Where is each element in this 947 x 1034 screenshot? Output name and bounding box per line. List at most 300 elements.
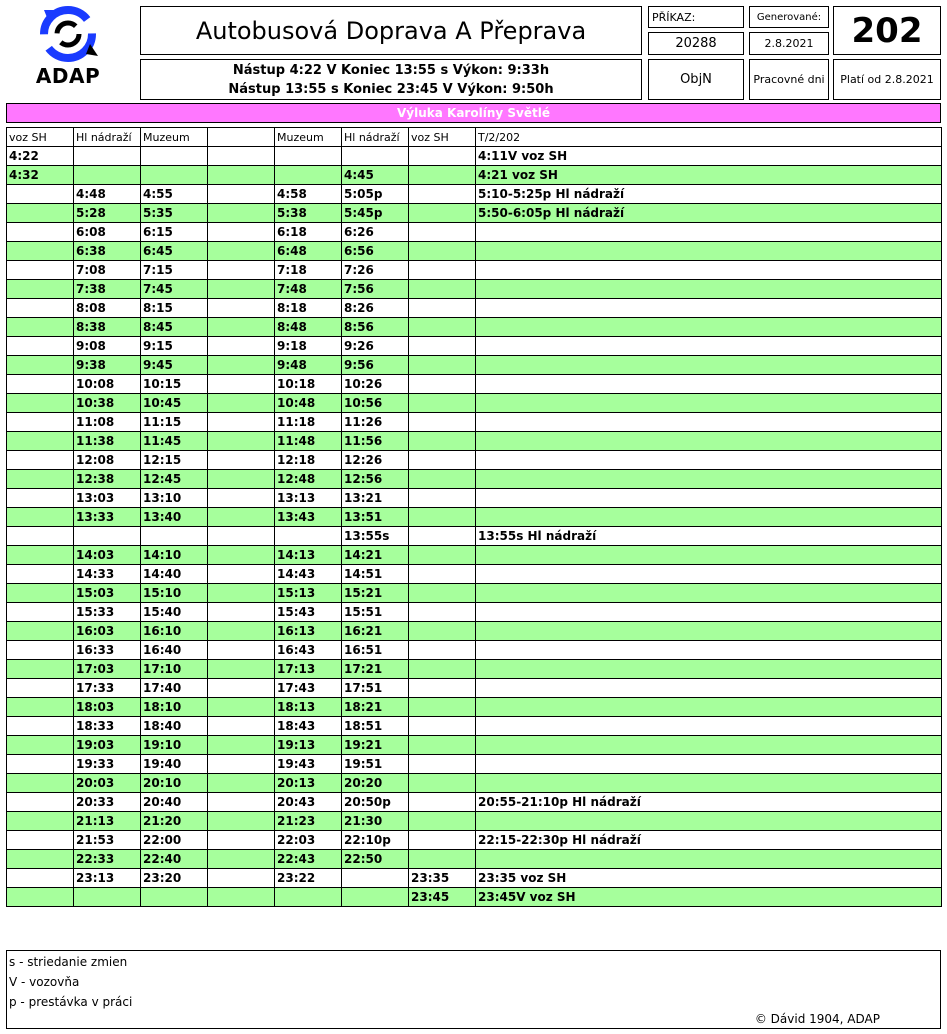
table-row bbox=[7, 299, 942, 318]
table-row bbox=[7, 527, 942, 546]
time-cell bbox=[141, 166, 208, 185]
time-cell: 22:43 bbox=[275, 850, 342, 869]
time-cell: 13:51 bbox=[342, 508, 409, 527]
time-cell: 8:08 bbox=[74, 299, 141, 318]
time-cell bbox=[208, 261, 275, 280]
time-cell: 21:53 bbox=[74, 831, 141, 850]
time-cell bbox=[409, 299, 476, 318]
table-row bbox=[7, 147, 942, 166]
time-cell bbox=[409, 242, 476, 261]
time-cell: 15:51 bbox=[342, 603, 409, 622]
table-row bbox=[7, 432, 942, 451]
time-cell bbox=[409, 774, 476, 793]
time-cell: 10:26 bbox=[342, 375, 409, 394]
time-cell bbox=[7, 584, 74, 603]
time-cell bbox=[208, 812, 275, 831]
time-cell: 13:33 bbox=[74, 508, 141, 527]
time-cell: 7:56 bbox=[342, 280, 409, 299]
time-cell: 18:40 bbox=[141, 717, 208, 736]
time-cell bbox=[208, 147, 275, 166]
time-cell bbox=[208, 394, 275, 413]
time-cell: 16:10 bbox=[141, 622, 208, 641]
time-cell: 11:38 bbox=[74, 432, 141, 451]
note-cell bbox=[476, 660, 942, 679]
legend-item-s: s - striedanie zmien bbox=[9, 955, 128, 969]
time-cell bbox=[7, 812, 74, 831]
table-row bbox=[7, 166, 942, 185]
timetable bbox=[6, 127, 942, 907]
time-cell: 5:05p bbox=[342, 185, 409, 204]
time-cell: 15:40 bbox=[141, 603, 208, 622]
time-cell bbox=[342, 147, 409, 166]
time-cell bbox=[409, 280, 476, 299]
generated-value: 2.8.2021 bbox=[749, 32, 829, 55]
time-cell bbox=[208, 546, 275, 565]
time-cell bbox=[409, 204, 476, 223]
table-row bbox=[7, 793, 942, 812]
time-cell: 20:50p bbox=[342, 793, 409, 812]
table-row bbox=[7, 736, 942, 755]
time-cell bbox=[409, 489, 476, 508]
time-cell bbox=[7, 641, 74, 660]
time-cell bbox=[208, 774, 275, 793]
time-cell bbox=[7, 679, 74, 698]
time-cell: 14:43 bbox=[275, 565, 342, 584]
time-cell: 20:40 bbox=[141, 793, 208, 812]
note-cell bbox=[476, 489, 942, 508]
time-cell bbox=[208, 641, 275, 660]
time-cell bbox=[7, 831, 74, 850]
time-cell bbox=[409, 660, 476, 679]
time-cell: 21:23 bbox=[275, 812, 342, 831]
time-cell bbox=[409, 641, 476, 660]
time-cell: 14:40 bbox=[141, 565, 208, 584]
time-cell: 6:26 bbox=[342, 223, 409, 242]
table-row bbox=[7, 413, 942, 432]
time-cell: 13:03 bbox=[74, 489, 141, 508]
time-cell: 22:50 bbox=[342, 850, 409, 869]
time-cell bbox=[208, 622, 275, 641]
time-cell bbox=[275, 147, 342, 166]
copyright: © Dávid 1904, ADAP bbox=[754, 1012, 880, 1026]
time-cell: 5:28 bbox=[74, 204, 141, 223]
column-header: voz SH bbox=[7, 128, 74, 147]
time-cell bbox=[409, 413, 476, 432]
time-cell: 19:10 bbox=[141, 736, 208, 755]
table-row bbox=[7, 679, 942, 698]
time-cell: 20:20 bbox=[342, 774, 409, 793]
time-cell: 10:08 bbox=[74, 375, 141, 394]
note-cell: 4:21 voz SH bbox=[476, 166, 942, 185]
time-cell: 6:18 bbox=[275, 223, 342, 242]
time-cell bbox=[208, 850, 275, 869]
time-cell: 13:13 bbox=[275, 489, 342, 508]
table-row bbox=[7, 185, 942, 204]
time-cell bbox=[342, 888, 409, 907]
table-row bbox=[7, 812, 942, 831]
time-cell: 20:33 bbox=[74, 793, 141, 812]
time-cell bbox=[7, 375, 74, 394]
time-cell: 21:30 bbox=[342, 812, 409, 831]
time-cell: 10:15 bbox=[141, 375, 208, 394]
note-cell bbox=[476, 432, 942, 451]
note-cell bbox=[476, 470, 942, 489]
time-cell: 19:40 bbox=[141, 755, 208, 774]
note-cell bbox=[476, 850, 942, 869]
time-cell bbox=[208, 451, 275, 470]
day-type: Pracovné dni bbox=[749, 59, 829, 100]
table-row bbox=[7, 204, 942, 223]
time-cell bbox=[7, 508, 74, 527]
time-cell: 5:38 bbox=[275, 204, 342, 223]
table-row bbox=[7, 394, 942, 413]
time-cell: 11:15 bbox=[141, 413, 208, 432]
note-cell bbox=[476, 546, 942, 565]
time-cell: 15:21 bbox=[342, 584, 409, 603]
column-header: Hl nádraží bbox=[342, 128, 409, 147]
time-cell: 14:21 bbox=[342, 546, 409, 565]
time-cell: 17:10 bbox=[141, 660, 208, 679]
time-cell bbox=[7, 470, 74, 489]
note-cell bbox=[476, 394, 942, 413]
time-cell bbox=[208, 166, 275, 185]
time-cell: 22:10p bbox=[342, 831, 409, 850]
time-cell bbox=[7, 774, 74, 793]
table-row bbox=[7, 717, 942, 736]
time-cell: 19:13 bbox=[275, 736, 342, 755]
time-cell: 19:03 bbox=[74, 736, 141, 755]
time-cell: 19:43 bbox=[275, 755, 342, 774]
note-cell bbox=[476, 451, 942, 470]
time-cell bbox=[7, 337, 74, 356]
time-cell bbox=[409, 755, 476, 774]
note-cell: 22:15-22:30p Hl nádraží bbox=[476, 831, 942, 850]
note-cell bbox=[476, 603, 942, 622]
column-header: Hl nádraží bbox=[74, 128, 141, 147]
time-cell bbox=[409, 223, 476, 242]
time-cell bbox=[342, 869, 409, 888]
time-cell bbox=[409, 375, 476, 394]
time-cell bbox=[74, 166, 141, 185]
table-row bbox=[7, 565, 942, 584]
time-cell: 12:08 bbox=[74, 451, 141, 470]
time-cell: 23:45 bbox=[409, 888, 476, 907]
time-cell bbox=[208, 375, 275, 394]
time-cell bbox=[208, 660, 275, 679]
column-header: voz SH bbox=[409, 128, 476, 147]
time-cell: 6:45 bbox=[141, 242, 208, 261]
time-cell bbox=[208, 356, 275, 375]
time-cell: 5:35 bbox=[141, 204, 208, 223]
time-cell bbox=[7, 242, 74, 261]
time-cell: 9:15 bbox=[141, 337, 208, 356]
note-cell: 23:45V voz SH bbox=[476, 888, 942, 907]
time-cell: 12:38 bbox=[74, 470, 141, 489]
time-cell bbox=[208, 242, 275, 261]
time-cell bbox=[208, 869, 275, 888]
time-cell: 4:45 bbox=[342, 166, 409, 185]
time-cell bbox=[208, 432, 275, 451]
note-cell bbox=[476, 280, 942, 299]
note-cell bbox=[476, 337, 942, 356]
time-cell bbox=[208, 698, 275, 717]
time-cell: 14:10 bbox=[141, 546, 208, 565]
table-row bbox=[7, 755, 942, 774]
time-cell: 16:40 bbox=[141, 641, 208, 660]
time-cell: 21:13 bbox=[74, 812, 141, 831]
time-cell: 16:51 bbox=[342, 641, 409, 660]
note-cell bbox=[476, 356, 942, 375]
time-cell: 13:40 bbox=[141, 508, 208, 527]
table-row bbox=[7, 223, 942, 242]
time-cell: 8:38 bbox=[74, 318, 141, 337]
time-cell bbox=[7, 432, 74, 451]
table-row bbox=[7, 831, 942, 850]
time-cell bbox=[409, 717, 476, 736]
time-cell: 4:22 bbox=[7, 147, 74, 166]
time-cell bbox=[7, 223, 74, 242]
time-cell bbox=[208, 565, 275, 584]
time-cell: 11:45 bbox=[141, 432, 208, 451]
time-cell: 21:20 bbox=[141, 812, 208, 831]
table-row bbox=[7, 261, 942, 280]
time-cell: 11:08 bbox=[74, 413, 141, 432]
time-cell bbox=[208, 508, 275, 527]
time-cell bbox=[208, 299, 275, 318]
time-cell: 16:21 bbox=[342, 622, 409, 641]
time-cell bbox=[208, 888, 275, 907]
time-cell bbox=[409, 679, 476, 698]
time-cell: 5:45p bbox=[342, 204, 409, 223]
adap-logo bbox=[18, 4, 118, 90]
note-cell bbox=[476, 641, 942, 660]
time-cell: 19:33 bbox=[74, 755, 141, 774]
objn-box: ObjN bbox=[648, 59, 744, 100]
time-cell: 18:13 bbox=[275, 698, 342, 717]
time-cell: 7:15 bbox=[141, 261, 208, 280]
line-number: 202 bbox=[833, 6, 941, 55]
table-row bbox=[7, 603, 942, 622]
time-cell bbox=[74, 147, 141, 166]
detour-banner: Výluka Karolíny Světlé bbox=[6, 103, 941, 123]
time-cell: 14:33 bbox=[74, 565, 141, 584]
note-cell bbox=[476, 508, 942, 527]
legend bbox=[6, 950, 941, 1029]
time-cell: 17:21 bbox=[342, 660, 409, 679]
time-cell: 20:43 bbox=[275, 793, 342, 812]
note-cell bbox=[476, 565, 942, 584]
time-cell bbox=[7, 755, 74, 774]
table-row bbox=[7, 356, 942, 375]
time-cell: 9:48 bbox=[275, 356, 342, 375]
table-row bbox=[7, 888, 942, 907]
time-cell: 4:58 bbox=[275, 185, 342, 204]
note-cell bbox=[476, 736, 942, 755]
time-cell bbox=[208, 603, 275, 622]
time-cell: 23:35 bbox=[409, 869, 476, 888]
time-cell: 10:56 bbox=[342, 394, 409, 413]
note-cell: 13:55s Hl nádraží bbox=[476, 527, 942, 546]
time-cell: 18:43 bbox=[275, 717, 342, 736]
time-cell: 12:15 bbox=[141, 451, 208, 470]
time-cell: 8:26 bbox=[342, 299, 409, 318]
time-cell: 9:45 bbox=[141, 356, 208, 375]
note-cell: 5:10-5:25p Hl nádraží bbox=[476, 185, 942, 204]
time-cell bbox=[409, 527, 476, 546]
time-cell: 22:03 bbox=[275, 831, 342, 850]
note-cell bbox=[476, 299, 942, 318]
time-cell: 23:13 bbox=[74, 869, 141, 888]
time-cell: 8:45 bbox=[141, 318, 208, 337]
time-cell bbox=[409, 318, 476, 337]
time-cell: 20:10 bbox=[141, 774, 208, 793]
time-cell bbox=[7, 565, 74, 584]
table-row bbox=[7, 375, 942, 394]
time-cell bbox=[7, 888, 74, 907]
table-row bbox=[7, 698, 942, 717]
column-header: Muzeum bbox=[275, 128, 342, 147]
time-cell: 16:33 bbox=[74, 641, 141, 660]
time-cell: 7:48 bbox=[275, 280, 342, 299]
table-row bbox=[7, 622, 942, 641]
time-cell bbox=[208, 280, 275, 299]
note-cell: 20:55-21:10p Hl nádraží bbox=[476, 793, 942, 812]
note-cell bbox=[476, 261, 942, 280]
time-cell bbox=[208, 527, 275, 546]
time-cell bbox=[208, 755, 275, 774]
time-cell bbox=[409, 850, 476, 869]
time-cell bbox=[409, 622, 476, 641]
time-cell bbox=[409, 603, 476, 622]
time-cell: 13:10 bbox=[141, 489, 208, 508]
time-cell: 12:45 bbox=[141, 470, 208, 489]
time-cell bbox=[7, 622, 74, 641]
time-cell: 7:38 bbox=[74, 280, 141, 299]
time-cell: 17:03 bbox=[74, 660, 141, 679]
time-cell bbox=[7, 527, 74, 546]
time-cell bbox=[208, 679, 275, 698]
time-cell: 12:48 bbox=[275, 470, 342, 489]
time-cell bbox=[7, 261, 74, 280]
time-cell: 22:33 bbox=[74, 850, 141, 869]
time-cell bbox=[7, 603, 74, 622]
time-cell: 8:56 bbox=[342, 318, 409, 337]
note-cell bbox=[476, 223, 942, 242]
table-row bbox=[7, 451, 942, 470]
time-cell: 16:13 bbox=[275, 622, 342, 641]
time-cell bbox=[7, 280, 74, 299]
time-cell: 23:22 bbox=[275, 869, 342, 888]
time-cell: 19:21 bbox=[342, 736, 409, 755]
time-cell: 6:56 bbox=[342, 242, 409, 261]
time-cell: 15:43 bbox=[275, 603, 342, 622]
time-cell: 6:48 bbox=[275, 242, 342, 261]
time-cell bbox=[275, 888, 342, 907]
time-cell: 9:18 bbox=[275, 337, 342, 356]
note-cell bbox=[476, 679, 942, 698]
time-cell bbox=[74, 527, 141, 546]
shift-2: Nástup 13:55 s Koniec 23:45 V Výkon: 9:50h bbox=[228, 81, 554, 97]
note-cell bbox=[476, 622, 942, 641]
table-row bbox=[7, 660, 942, 679]
note-cell bbox=[476, 698, 942, 717]
time-cell bbox=[409, 394, 476, 413]
time-cell bbox=[409, 546, 476, 565]
time-cell: 9:26 bbox=[342, 337, 409, 356]
table-row bbox=[7, 318, 942, 337]
time-cell: 17:43 bbox=[275, 679, 342, 698]
time-cell: 11:18 bbox=[275, 413, 342, 432]
time-cell: 17:33 bbox=[74, 679, 141, 698]
time-cell bbox=[208, 793, 275, 812]
time-cell bbox=[7, 660, 74, 679]
time-cell: 17:51 bbox=[342, 679, 409, 698]
table-row bbox=[7, 489, 942, 508]
table-row bbox=[7, 641, 942, 660]
time-cell: 23:20 bbox=[141, 869, 208, 888]
time-cell bbox=[409, 470, 476, 489]
time-cell bbox=[7, 850, 74, 869]
note-cell bbox=[476, 755, 942, 774]
time-cell bbox=[275, 166, 342, 185]
time-cell: 4:48 bbox=[74, 185, 141, 204]
time-cell bbox=[208, 584, 275, 603]
time-cell: 12:26 bbox=[342, 451, 409, 470]
time-cell bbox=[7, 736, 74, 755]
time-cell: 16:03 bbox=[74, 622, 141, 641]
time-cell: 11:26 bbox=[342, 413, 409, 432]
time-cell bbox=[409, 831, 476, 850]
order-label: PŘÍKAZ: bbox=[648, 6, 744, 28]
time-cell bbox=[409, 584, 476, 603]
logo-text: ADAP bbox=[35, 64, 101, 88]
time-cell bbox=[141, 888, 208, 907]
time-cell bbox=[409, 565, 476, 584]
time-cell: 6:15 bbox=[141, 223, 208, 242]
time-cell: 8:18 bbox=[275, 299, 342, 318]
time-cell: 16:43 bbox=[275, 641, 342, 660]
time-cell: 7:18 bbox=[275, 261, 342, 280]
time-cell: 10:38 bbox=[74, 394, 141, 413]
time-cell bbox=[208, 318, 275, 337]
time-cell bbox=[208, 717, 275, 736]
time-cell: 18:03 bbox=[74, 698, 141, 717]
time-cell: 9:38 bbox=[74, 356, 141, 375]
time-cell bbox=[409, 337, 476, 356]
time-cell bbox=[141, 527, 208, 546]
time-cell: 18:33 bbox=[74, 717, 141, 736]
table-row bbox=[7, 337, 942, 356]
time-cell bbox=[409, 185, 476, 204]
time-cell bbox=[208, 204, 275, 223]
time-cell: 17:40 bbox=[141, 679, 208, 698]
time-cell bbox=[409, 147, 476, 166]
time-cell: 4:55 bbox=[141, 185, 208, 204]
time-cell: 11:48 bbox=[275, 432, 342, 451]
time-cell: 15:03 bbox=[74, 584, 141, 603]
time-cell: 20:13 bbox=[275, 774, 342, 793]
note-cell bbox=[476, 774, 942, 793]
time-cell: 15:13 bbox=[275, 584, 342, 603]
time-cell: 13:43 bbox=[275, 508, 342, 527]
time-cell: 10:48 bbox=[275, 394, 342, 413]
time-cell bbox=[409, 508, 476, 527]
time-cell: 18:10 bbox=[141, 698, 208, 717]
time-cell bbox=[7, 869, 74, 888]
time-cell: 12:18 bbox=[275, 451, 342, 470]
table-row bbox=[7, 242, 942, 261]
adap-logo-icon bbox=[18, 4, 118, 66]
